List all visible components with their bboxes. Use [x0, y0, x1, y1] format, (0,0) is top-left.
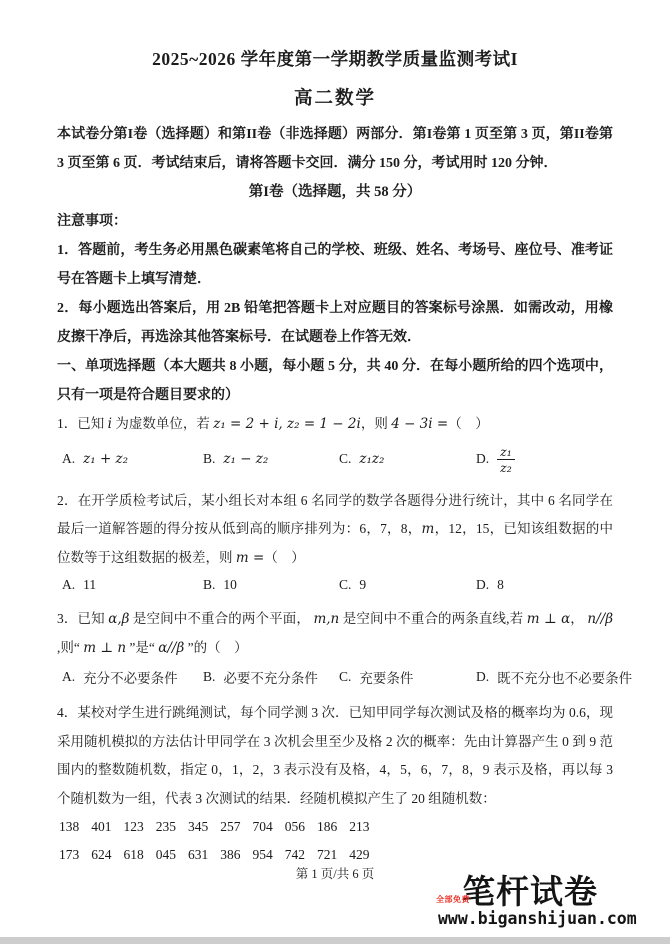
brand-url: www.biganshijuan.com: [438, 909, 637, 929]
note-item-1: 1．答题前，考生务必用黑色碳素笔将自己的学校、班级、姓名、考场号、座位号、准考证号在答题卡上填写清楚．: [57, 243, 613, 287]
q1-text: 1．已知: [57, 416, 108, 431]
random-number: 704: [252, 819, 273, 834]
option-a-label: A.: [62, 451, 76, 466]
question-3-options: [57, 667, 633, 687]
q3-math-n-para-beta: n//β: [587, 611, 614, 627]
q1-math-z1z2: z₁ = 2 + i, z₂ = 1 − 2i: [213, 416, 361, 432]
brand-name: 笔杆试卷: [462, 872, 598, 910]
option-b-label: B.: [203, 577, 216, 592]
q1-answer-blank: （ ）: [448, 416, 489, 431]
random-number: 138: [59, 819, 80, 834]
random-number: 631: [188, 847, 209, 862]
random-number: 618: [123, 847, 144, 862]
option-a-label: A.: [62, 669, 76, 684]
option-b: [203, 577, 339, 593]
option-b-value: 必要不充分条件: [223, 671, 318, 686]
option-d-label: D.: [476, 577, 490, 592]
option-d-label: D.: [476, 669, 490, 684]
option-b: [203, 451, 339, 467]
q1-math-expr: 4 − 3i =: [391, 416, 449, 432]
option-c-label: C.: [339, 451, 352, 466]
option-a-value: 充分不必要条件: [83, 671, 178, 686]
q3-text: ”是“: [126, 639, 159, 655]
q3-math-m-n: m,n: [313, 611, 340, 627]
question-1-stem: [57, 410, 613, 439]
question-1-options: [57, 444, 613, 475]
random-number: 386: [220, 847, 241, 862]
watermark-brand: [436, 872, 650, 930]
random-number: 742: [284, 847, 305, 862]
option-b-value: 10: [223, 577, 237, 592]
question-3-stem: [57, 605, 613, 662]
random-number: 213: [349, 819, 370, 834]
q3-math-alpha-beta: α,β: [108, 611, 130, 627]
option-a: [62, 667, 203, 687]
question-4-stem: 4．某校对学生进行跳绳测试，每个同学测 3 次．已知甲同学每次测试及格的概率均为 0.6，现采用随机模拟的方法估计甲同学在 3 次机会里至少及格 2 次的概率：先由计算器产生 0 到 9 范围内的整数随机数，指定 0，1，2，3 表示没有及格，4，5，6，7，8，9 表示及格，再以每 3 个随机数为一组，代表 3 次测试的结果．经随机模拟产生了 20 组随机数：: [57, 705, 613, 806]
q2-text: 2．在开学质检考试后，某小组长对本组 6 名同学的数学各题得分进行统计，其中 6 名同学在最后一道解答题的得分按从低到高的顺序排列为：6，7，8，: [57, 492, 613, 536]
q3-math-m-perp-n: m ⊥ n: [83, 639, 127, 656]
random-number: 173: [59, 847, 80, 862]
random-number: 123: [123, 819, 144, 834]
q2-math-m: m: [421, 521, 435, 537]
random-numbers-row-1: [57, 813, 613, 841]
bottom-gray-bar: [0, 937, 670, 944]
q3-math-alpha-para-beta: α//β: [158, 639, 185, 656]
part1-heading: 第I卷（选择题，共 58 分）: [248, 184, 422, 200]
random-number: 624: [91, 847, 112, 862]
page-subtitle: 高二数学: [293, 89, 376, 109]
option-a-value: 11: [83, 577, 97, 592]
q3-text: ,则“: [57, 639, 84, 655]
option-d: [476, 444, 613, 475]
note-item-2: 2．每小题选出答案后，用 2B 铅笔把答题卡上对应题目的答案标号涂黑．如需改动，用橡皮擦干净后，再选涂其他答案标号．在试题卷上作答无效．: [57, 301, 613, 345]
option-c-label: C.: [339, 577, 352, 592]
q2-text: ，12，15，已知该组数据的中位数等于这组数据的极差，则: [57, 521, 614, 565]
option-d: [476, 667, 632, 687]
option-b-label: B.: [203, 669, 216, 684]
random-number: 401: [91, 819, 112, 834]
random-number: 721: [317, 847, 338, 862]
q3-text: 3．已知: [57, 611, 109, 626]
random-number: 345: [188, 819, 209, 834]
option-b: [203, 667, 339, 687]
q2-answer-blank: （ ）: [264, 549, 305, 565]
page-number-footer: 第 1 页/共 6 页: [295, 867, 375, 881]
option-c-label: C.: [339, 669, 352, 684]
option-a-value: z₁ + z₂: [83, 451, 129, 467]
random-number: 235: [155, 819, 176, 834]
question-2-stem: [57, 487, 613, 573]
section1-heading: 一、单项选择题（本大题共 8 小题，每小题 5 分，共 40 分．在每小题所给的四个选项中，只有一项是符合题目要求的）: [57, 359, 613, 403]
fraction-denominator: z₂: [500, 459, 512, 475]
option-c: [339, 577, 476, 593]
option-c-value: z₁z₂: [359, 451, 385, 467]
random-number: 257: [220, 819, 241, 834]
option-d-value: 既不充分也不必要条件: [497, 671, 633, 686]
random-number: 045: [155, 847, 176, 862]
random-number: 429: [349, 847, 370, 862]
random-number: 186: [317, 819, 338, 834]
q3-math-m-perp-alpha: m ⊥ α: [526, 611, 571, 627]
option-d-fraction: [497, 444, 515, 475]
page-title: 2025~2026 学年度第一学期教学质量监测考试I: [152, 49, 518, 69]
option-c-value: 充要条件: [359, 671, 414, 686]
option-d-label: D.: [476, 451, 490, 466]
option-c-value: 9: [359, 577, 367, 592]
exam-intro-paragraph: 本试卷分第I卷（选择题）和第II卷（非选择题）两部分．第I卷第 1 页至第 3 页，第II卷第 3 页至第 6 页．考试结束后，请将答题卡交回．满分 150 分，考试用时 120 分钟．: [57, 127, 613, 171]
fraction-numerator: z₁: [497, 444, 515, 460]
q1-math-i: i: [107, 416, 112, 432]
random-number: 056: [284, 819, 305, 834]
q3-text: 是空间中不重合的两个平面，: [129, 611, 314, 626]
option-b-label: B.: [203, 451, 216, 466]
brand-free-badge: 全部免费: [436, 895, 470, 904]
option-a: [62, 451, 203, 467]
random-number: 954: [252, 847, 273, 862]
q1-text: 为虚数单位，若: [111, 416, 214, 431]
q3-answer-blank: ”的（ ）: [184, 639, 248, 655]
option-c: [339, 667, 476, 687]
notes-heading: 注意事项：: [57, 214, 127, 229]
option-a-label: A.: [62, 577, 76, 592]
q3-text: 是空间中不重合的两条直线,若: [339, 611, 527, 626]
q1-text: ，则: [360, 416, 392, 431]
option-c: [339, 451, 476, 467]
q2-math-m-eq: m =: [235, 549, 265, 566]
question-2-options: [57, 577, 613, 593]
option-a: [62, 577, 203, 593]
option-d: [476, 577, 613, 593]
q3-text: ，: [570, 611, 588, 626]
option-b-value: z₁ − z₂: [223, 451, 269, 467]
option-d-value: 8: [497, 577, 504, 592]
